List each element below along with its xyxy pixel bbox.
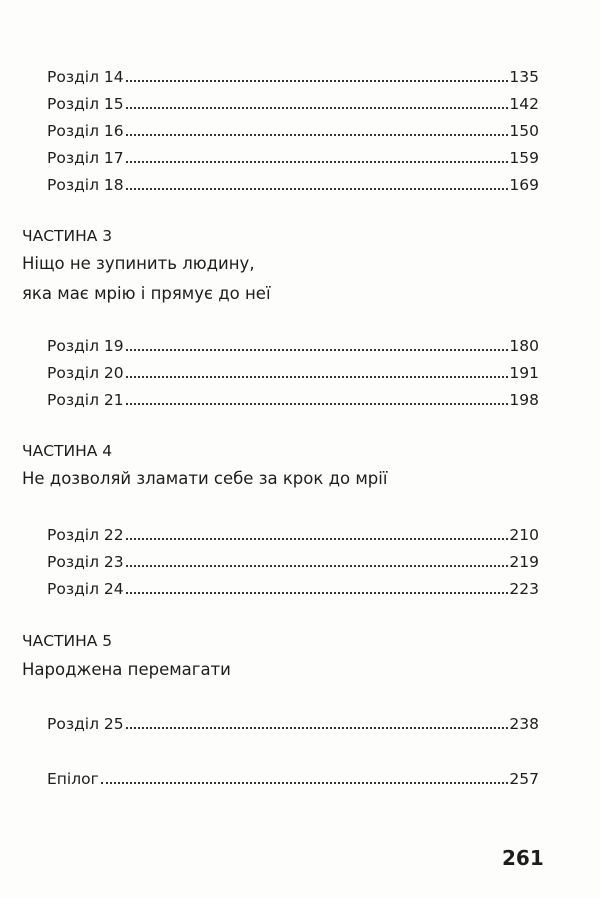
epilogue-page-number: 257 xyxy=(509,770,539,788)
chapter-label: Розділ 21 xyxy=(47,391,124,409)
toc-entry-epilogue xyxy=(47,762,539,788)
page-number: 261 xyxy=(502,846,544,870)
chapter-label: Розділ 24 xyxy=(47,580,124,598)
chapter-page-number: 135 xyxy=(509,68,539,86)
toc-entry-chapter-14 xyxy=(47,60,539,86)
chapter-page-number: 198 xyxy=(509,391,539,409)
dot-leader xyxy=(126,80,509,82)
toc-entry-chapter-22 xyxy=(47,518,539,544)
toc-entry-chapter-18 xyxy=(47,168,539,194)
dot-leader xyxy=(126,565,509,567)
chapter-page-number: 180 xyxy=(509,337,539,355)
part-5-heading: ЧАСТИНА 5 xyxy=(22,632,113,650)
dot-leader xyxy=(101,782,509,784)
dot-leader xyxy=(126,592,509,594)
chapter-label: Розділ 23 xyxy=(47,553,124,571)
toc-entry-chapter-19 xyxy=(47,329,539,355)
chapter-label: Розділ 20 xyxy=(47,364,124,382)
chapter-label: Розділ 14 xyxy=(47,68,124,86)
dot-leader xyxy=(126,403,509,405)
chapter-page-number: 169 xyxy=(509,176,539,194)
toc-entry-chapter-15 xyxy=(47,87,539,113)
dot-leader xyxy=(126,134,509,136)
toc-entry-chapter-21 xyxy=(47,383,539,409)
dot-leader xyxy=(126,107,509,109)
part-3-title-line-1: Ніщо не зупинить людину, xyxy=(22,254,255,273)
chapter-label: Розділ 19 xyxy=(47,337,124,355)
part-3-heading: ЧАСТИНА 3 xyxy=(22,227,113,245)
chapter-page-number: 219 xyxy=(509,553,539,571)
chapter-label: Розділ 16 xyxy=(47,122,124,140)
toc-entry-chapter-25 xyxy=(47,707,539,733)
chapter-page-number: 223 xyxy=(509,580,539,598)
dot-leader xyxy=(126,376,509,378)
chapter-label: Розділ 22 xyxy=(47,526,124,544)
chapter-page-number: 150 xyxy=(509,122,539,140)
dot-leader xyxy=(126,349,509,351)
chapter-label: Розділ 18 xyxy=(47,176,124,194)
toc-entry-chapter-24 xyxy=(47,572,539,598)
part-3-title-line-2: яка має мрію і прямує до неї xyxy=(22,284,271,303)
chapter-label: Розділ 15 xyxy=(47,95,124,113)
part-4-heading: ЧАСТИНА 4 xyxy=(22,442,113,460)
chapter-label: Розділ 17 xyxy=(47,149,124,167)
part-4-title-line-1: Не дозволяй зламати себе за крок до мрії xyxy=(22,469,388,488)
dot-leader xyxy=(126,727,509,729)
dot-leader xyxy=(126,161,509,163)
chapter-page-number: 210 xyxy=(509,526,539,544)
dot-leader xyxy=(126,538,509,540)
chapter-page-number: 238 xyxy=(509,715,539,733)
chapter-page-number: 142 xyxy=(509,95,539,113)
toc-entry-chapter-23 xyxy=(47,545,539,571)
dot-leader xyxy=(126,188,509,190)
chapter-page-number: 159 xyxy=(509,149,539,167)
toc-entry-chapter-16 xyxy=(47,114,539,140)
part-5-title-line-1: Народжена перемагати xyxy=(22,660,231,679)
chapter-page-number: 191 xyxy=(509,364,539,382)
chapter-label: Розділ 25 xyxy=(47,715,124,733)
toc-entry-chapter-17 xyxy=(47,141,539,167)
toc-entry-chapter-20 xyxy=(47,356,539,382)
epilogue-label: Епілог xyxy=(47,770,99,788)
